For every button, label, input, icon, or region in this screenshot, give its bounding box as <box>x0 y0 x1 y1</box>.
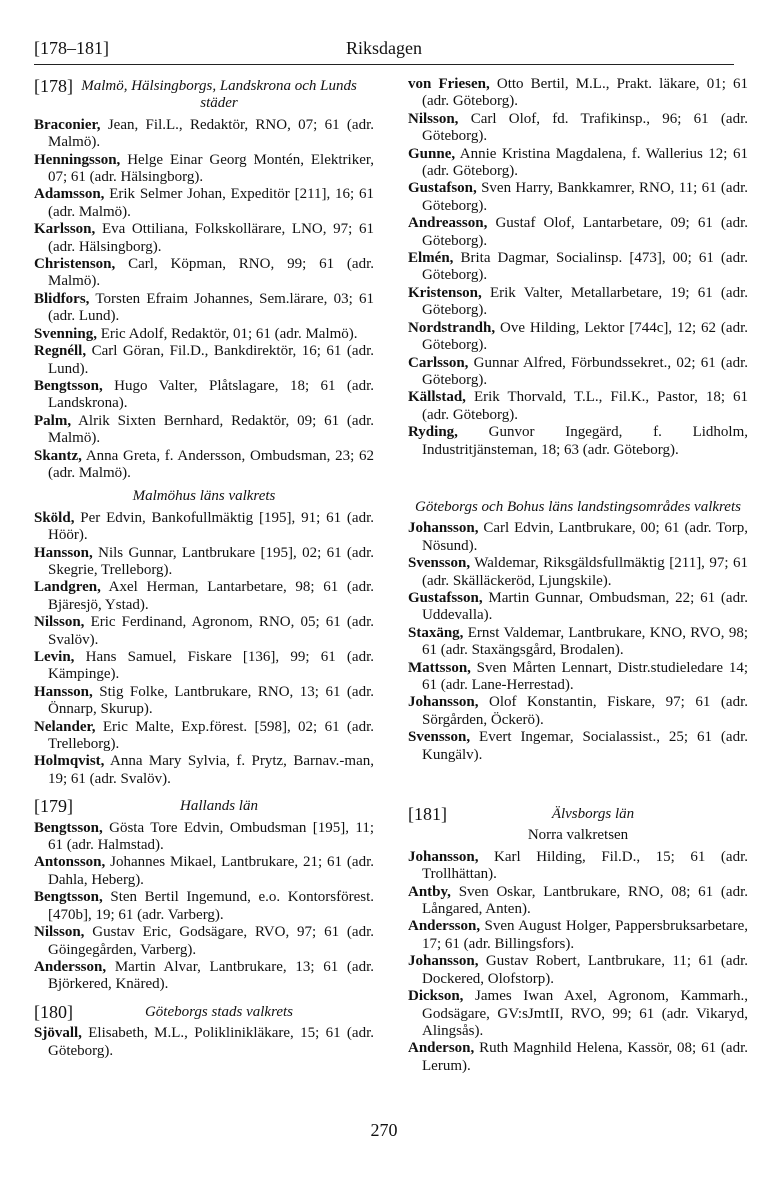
member-details: Torsten Efraim Johannes, Sem.lärare, 03; 61 (adr. Lund). <box>48 290 374 325</box>
list-item <box>408 884 748 919</box>
list-item <box>408 694 748 729</box>
member-details: Anna Greta, f. Andersson, Ombudsman, 23; 62 (adr. Malmö). <box>48 447 374 481</box>
left-column <box>34 76 374 1060</box>
list-item <box>408 729 748 764</box>
member-details: Carl, Köpman, RNO, 99; 61 (adr. Malmö). <box>48 256 374 290</box>
list-item <box>34 820 374 855</box>
list-item <box>408 111 748 146</box>
member-surname: Bengtsson, <box>34 889 103 906</box>
section-number: [179] <box>34 796 73 817</box>
member-details: Johannes Mikael, Lantbrukare, 21; 61 (adr. Dahla, Heberg). <box>48 854 374 888</box>
member-details: Karl Hilding, Fil.D., 15; 61 (adr. Trollhättan). <box>422 848 748 883</box>
member-surname: Svenning, <box>34 325 97 342</box>
member-surname: Landgren, <box>34 579 101 596</box>
list-item <box>34 117 374 152</box>
member-surname: Nelander, <box>34 718 96 735</box>
subsection-title: Norra valkretsen <box>527 827 629 844</box>
list-item <box>34 649 374 684</box>
member-surname: Sjövall, <box>34 1025 82 1042</box>
member-surname: Nilsson, <box>408 110 459 127</box>
running-title: Riksdagen <box>346 38 422 58</box>
section-178-list <box>34 117 374 483</box>
list-item <box>34 448 374 483</box>
section-178-list-2 <box>34 510 374 789</box>
member-details: Gunvor Ingegärd, f. Lidholm, Industritjänsteman, 18; 63 (adr. Göteborg). <box>422 424 748 458</box>
member-surname: Kristenson, <box>408 284 482 301</box>
member-surname: Gustafsson, <box>408 589 483 606</box>
list-item <box>408 215 748 250</box>
member-details: Sven Oskar, Lantbrukare, RNO, 08; 61 (adr. Långared, Anten). <box>422 883 748 918</box>
member-surname: Mattsson, <box>408 659 471 676</box>
member-details: Elisabeth, M.L., Poliklinikläkare, 15; 61 (adr. Göteborg). <box>48 1025 374 1059</box>
section-180-list-left <box>34 1025 374 1060</box>
list-item <box>408 146 748 181</box>
list-item <box>408 424 748 459</box>
list-item <box>408 180 748 215</box>
member-surname: Svensson, <box>408 555 471 572</box>
member-details: Sven Mårten Lennart, Distr.studieledare 14; 61 (adr. Lane-Herrestad). <box>422 659 748 693</box>
section-range: [178–181] <box>34 38 109 58</box>
list-item <box>34 221 374 256</box>
member-surname: Skantz, <box>34 447 82 464</box>
member-details: Waldemar, Riksgäldsfullmäktig [211], 97; 61 (adr. Skälläckeröd, Ljungskile). <box>422 555 748 589</box>
section-181-heading <box>408 806 748 823</box>
list-item <box>34 545 374 580</box>
member-details: Per Edvin, Bankofullmäktig [195], 91; 61 (adr. Höör). <box>48 509 374 544</box>
list-item <box>34 343 374 378</box>
list-item <box>34 924 374 959</box>
list-item <box>408 849 748 884</box>
member-details: Martin Alvar, Lantbrukare, 13; 61 (adr. Björkered, Knäred). <box>48 958 374 993</box>
member-surname: Svensson, <box>408 729 471 746</box>
section-179-list <box>34 820 374 994</box>
member-details: Nils Gunnar, Lantbrukare [195], 02; 61 (adr. Skegrie, Trelleborg). <box>48 544 374 578</box>
member-surname: Källstad, <box>408 389 466 406</box>
section-181-list <box>408 849 748 1075</box>
member-surname: Dickson, <box>408 988 464 1005</box>
list-item <box>408 520 748 555</box>
list-item <box>34 719 374 754</box>
member-details: Eric Ferdinand, Agronom, RNO, 05; 61 (adr. Svalöv). <box>48 614 374 648</box>
list-item <box>408 625 748 660</box>
member-details: Erik Thorvald, T.L., Fil.K., Pastor, 18; 61 (adr. Göteborg). <box>422 389 748 423</box>
member-surname: Karlsson, <box>34 221 96 238</box>
member-details: Helge Einar Georg Montén, Elektriker, 07; 61 (adr. Hälsingborg). <box>48 151 374 186</box>
member-surname: Nordstrandh, <box>408 319 496 336</box>
member-surname: Andreasson, <box>408 215 488 232</box>
section-title: Älvsborgs län <box>551 806 635 823</box>
member-surname: Braconier, <box>34 116 101 133</box>
section-178-heading <box>34 78 374 113</box>
member-surname: Elmén, <box>408 250 454 267</box>
section-180-list-right <box>408 76 748 459</box>
list-item <box>34 326 374 343</box>
list-item <box>408 76 748 111</box>
section-180-list-2 <box>408 520 748 764</box>
list-item <box>34 378 374 413</box>
member-surname: Hansson, <box>34 544 93 561</box>
member-details: Anna Mary Sylvia, f. Prytz, Barnav.-man, 19; 61 (adr. Svalöv). <box>48 753 374 787</box>
member-details: Olof Konstantin, Fiskare, 97; 61 (adr. Sörgården, Öckerö). <box>422 694 748 728</box>
member-details: Martin Gunnar, Ombudsman, 22; 61 (adr. Uddevalla). <box>422 589 748 624</box>
member-details: Erik Valter, Metallarbetare, 19; 61 (adr. Göteborg). <box>422 284 748 319</box>
subsection-title: Göteborgs och Bohus läns landstingsområdes valkrets <box>415 498 741 515</box>
member-details: Eric Malte, Exp.förest. [598], 02; 61 (adr. Trelleborg). <box>48 718 374 753</box>
member-surname: Sköld, <box>34 509 75 526</box>
list-item <box>34 186 374 221</box>
list-item <box>34 753 374 788</box>
member-details: Hugo Valter, Plåtslagare, 18; 61 (adr. Landskrona). <box>48 377 374 412</box>
list-item <box>408 1040 748 1075</box>
member-details: Sven Harry, Bankkamrer, RNO, 11; 61 (adr. Göteborg). <box>422 180 748 214</box>
member-details: Sven August Holger, Pappersbruksarbetare, 17; 61 (adr. Billingsfors). <box>422 918 748 952</box>
member-details: Gösta Tore Edvin, Ombudsman [195], 11; 61 (adr. Halmstad). <box>48 819 374 854</box>
member-surname: Johansson, <box>408 694 479 711</box>
section-title: Hallands län <box>180 798 258 815</box>
member-surname: Johansson, <box>408 848 479 865</box>
list-item <box>408 250 748 285</box>
list-item <box>408 953 748 988</box>
member-surname: Anderson, <box>408 1040 475 1057</box>
member-details: Eva Ottiliana, Folkskollärare, LNO, 97; 61 (adr. Hälsingborg). <box>48 221 374 255</box>
member-details: Carl Göran, Fil.D., Bankdirektör, 16; 61 (adr. Lund). <box>48 343 374 377</box>
member-details: Alrik Sixten Bernhard, Redaktör, 09; 61 (adr. Malmö). <box>48 412 374 447</box>
right-column <box>408 76 748 1075</box>
list-item <box>34 579 374 614</box>
list-item <box>34 256 374 291</box>
member-details: Gunnar Alfred, Förbundssekret., 02; 61 (adr. Göteborg). <box>422 354 748 388</box>
section-number: [178] <box>34 76 73 96</box>
member-details: Ove Hilding, Lektor [744c], 12; 62 (adr. Göteborg). <box>422 319 748 354</box>
member-details: Gustaf Olof, Lantarbetare, 09; 61 (adr. Göteborg). <box>422 215 748 249</box>
member-surname: Gustafson, <box>408 180 477 197</box>
list-item <box>34 1025 374 1060</box>
member-surname: Nilsson, <box>34 614 85 631</box>
member-surname: Hansson, <box>34 683 93 700</box>
member-details: Sten Bertil Ingemund, e.o. Kontorsförest. [470b], 19; 61 (adr. Varberg). <box>48 889 374 923</box>
member-surname: Bengtsson, <box>34 819 103 836</box>
member-surname: Bengtsson, <box>34 377 103 394</box>
member-surname: Adamsson, <box>34 186 105 203</box>
member-surname: Andersson, <box>34 958 107 975</box>
member-surname: Holmqvist, <box>34 753 105 770</box>
list-item <box>408 555 748 590</box>
member-details: Otto Bertil, M.L., Prakt. läkare, 01; 61 (adr. Göteborg). <box>422 76 748 110</box>
member-surname: Andersson, <box>408 918 481 935</box>
member-surname: Staxäng, <box>408 624 464 641</box>
member-surname: Gunne, <box>408 145 456 162</box>
section-180-heading <box>34 1001 374 1022</box>
member-details: Annie Kristina Magdalena, f. Wallerius 12; 61 (adr. Göteborg). <box>422 145 748 180</box>
member-details: James Iwan Axel, Agronom, Kammarh., Godsägare, GV:sJmtII, RVO, 99; 61 (adr. Vikaryd, Alingsås). <box>422 988 748 1039</box>
member-surname: von Friesen, <box>408 76 490 92</box>
member-details: Erik Selmer Johan, Expeditör [211], 16; 61 (adr. Malmö). <box>48 186 374 220</box>
member-surname: Ryding, <box>408 424 458 441</box>
member-details: Gustav Robert, Lantbrukare, 11; 61 (adr. Dockered, Olofstorp). <box>422 953 748 987</box>
member-details: Jean, Fil.L., Redaktör, RNO, 07; 61 (adr. Malmö). <box>48 116 374 151</box>
member-details: Axel Herman, Lantarbetare, 98; 61 (adr. Bjäresjö, Ystad). <box>48 579 374 613</box>
member-surname: Palm, <box>34 412 72 429</box>
list-item <box>34 889 374 924</box>
list-item <box>408 355 748 390</box>
section-179-heading <box>34 798 374 815</box>
member-details: Carl Edvin, Lantbrukare, 00; 61 (adr. Torp, Nösund). <box>422 520 748 554</box>
member-surname: Blidfors, <box>34 290 90 307</box>
list-item <box>34 510 374 545</box>
member-surname: Henningsson, <box>34 151 121 168</box>
list-item <box>34 854 374 889</box>
list-item <box>34 684 374 719</box>
section-number: [180] <box>34 1001 73 1022</box>
member-surname: Nilsson, <box>34 924 85 941</box>
list-item <box>34 959 374 994</box>
member-details: Brita Dagmar, Socialinsp. [473], 00; 61 (adr. Göteborg). <box>422 250 748 284</box>
member-surname: Antonsson, <box>34 854 106 871</box>
list-item <box>34 152 374 187</box>
member-details: Carl Olof, fd. Trafikinsp., 96; 61 (adr. Göteborg). <box>422 110 748 145</box>
member-surname: Regnéll, <box>34 343 87 360</box>
list-item <box>408 285 748 320</box>
section-title: Malmö, Hälsingborgs, Landskrona och Lunds städer <box>81 78 357 112</box>
header-rule <box>34 64 734 65</box>
list-item <box>408 918 748 953</box>
member-details: Ernst Valdemar, Lantbrukare, KNO, RVO, 98; 61 (adr. Staxängsgård, Brodalen). <box>422 624 748 659</box>
member-details: Hans Samuel, Fiskare [136], 99; 61 (adr. Kämpinge). <box>48 649 374 683</box>
member-details: Evert Ingemar, Socialassist., 25; 61 (adr. Kungälv). <box>422 729 748 763</box>
member-details: Ruth Magnhild Helena, Kassör, 08; 61 (adr. Lerum). <box>422 1040 748 1074</box>
list-item <box>408 590 748 625</box>
member-surname: Levin, <box>34 649 75 665</box>
section-title: Göteborgs stads valkrets <box>144 1003 294 1020</box>
list-item <box>34 413 374 448</box>
member-details: Gustav Eric, Godsägare, RVO, 97; 61 (adr. Göingegården, Varberg). <box>48 924 374 958</box>
list-item <box>408 660 748 695</box>
section-number: [181] <box>408 804 447 825</box>
member-details: Eric Adolf, Redaktör, 01; 61 (adr. Malmö). <box>96 325 358 342</box>
member-surname: Johansson, <box>408 520 479 537</box>
member-surname: Carlsson, <box>408 354 469 371</box>
page-header <box>34 38 734 64</box>
list-item <box>408 389 748 424</box>
list-item <box>408 988 748 1040</box>
page-number: 270 <box>370 1120 398 1140</box>
member-surname: Johansson, <box>408 953 479 970</box>
list-item <box>34 614 374 649</box>
list-item <box>34 291 374 326</box>
list-item <box>408 320 748 355</box>
member-surname: Antby, <box>408 883 451 900</box>
member-details: Stig Folke, Lantbrukare, RNO, 13; 61 (adr. Önnarp, Skurup). <box>48 683 374 718</box>
member-surname: Christenson, <box>34 256 116 273</box>
subsection-title: Malmöhus läns valkrets <box>132 488 276 505</box>
